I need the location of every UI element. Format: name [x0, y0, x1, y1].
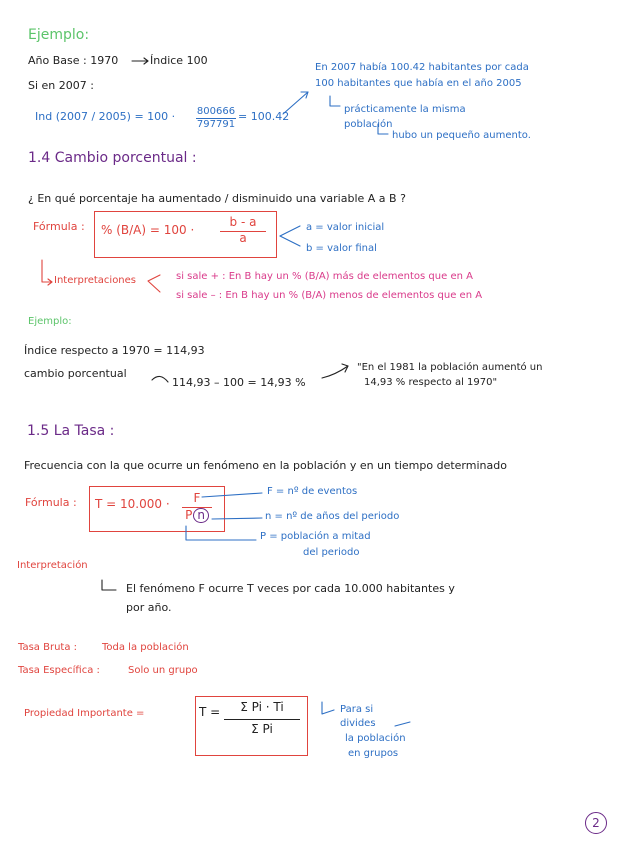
- base-year-line: Año Base : 1970: [28, 54, 119, 67]
- arrow-formula-to-a: [280, 226, 300, 236]
- interp-minus: si sale – : En B hay un % (B/A) menos de elementos que en A: [176, 290, 483, 301]
- index-fraction-den: 797791: [196, 119, 236, 130]
- def-f: F = nº de eventos: [267, 486, 358, 497]
- arrow-p: [186, 526, 256, 540]
- note-line-1: En 2007 había 100.42 habitantes por cada: [315, 62, 529, 73]
- si-en-line: Si en 2007 :: [28, 79, 94, 92]
- section-14-question: ¿ En qué porcentaje ha aumentado / disminuido una variable A a B ?: [28, 192, 406, 205]
- interp-hook-14: [42, 260, 52, 282]
- formula-label-15: Fórmula :: [25, 496, 77, 509]
- arrow-n: [212, 518, 262, 519]
- example-14-calc: 114,93 – 100 = 14,93 %: [172, 376, 306, 389]
- property-note-1: Para si: [340, 704, 374, 715]
- note-line-2: 100 habitantes que había en el año 2005: [315, 78, 522, 89]
- interp-label-15: Interpretación: [17, 560, 88, 571]
- interp-label-14: Interpretaciones: [54, 275, 137, 286]
- formula-label-14: Fórmula :: [33, 220, 85, 233]
- property-note-hook: [322, 702, 334, 714]
- example-14-line-2: cambio porcentual: [24, 367, 127, 380]
- property-note-3: la población: [345, 733, 406, 744]
- example-14-line-1: Índice respecto a 1970 = 114,93: [24, 344, 205, 357]
- property-num: Σ Pi · Ti: [240, 700, 284, 714]
- formula-num-14: b - a: [229, 215, 257, 229]
- interp-plus: si sale + : En B hay un % (B/A) más de elementos que en A: [176, 271, 473, 282]
- tasa-bruta-label: Tasa Bruta :: [18, 642, 78, 653]
- section-15-title: 1.5 La Tasa :: [27, 423, 115, 439]
- arrow-result-to-note: [283, 92, 308, 114]
- arrow-f: [202, 493, 262, 497]
- formula-left-15: T = 10.000 ·: [95, 497, 170, 511]
- note-hook-1: [330, 96, 340, 106]
- property-note-4: en grupos: [348, 748, 399, 759]
- interp-15-line-2: por año.: [126, 601, 172, 614]
- interp-split-arrow: [148, 275, 160, 292]
- interp-15-line-1: El fenómeno F ocurre T veces por cada 10.000 habitantes y: [126, 582, 455, 595]
- formula-den-p: P: [185, 508, 193, 523]
- example-14-quote-1: "En el 1981 la población aumentó un: [357, 362, 543, 373]
- property-left: T =: [199, 705, 221, 719]
- index-fraction-num: 800666: [196, 106, 236, 117]
- interp-hook-15: [102, 580, 116, 590]
- section-15-definition: Frecuencia con la que ocurre un fenómeno en la población y en un tiempo determinado: [24, 459, 507, 472]
- def-p-1: P = población a mitad: [260, 531, 371, 542]
- calc-arrow: [152, 376, 168, 382]
- note-line-3: prácticamente la misma: [344, 104, 466, 115]
- property-label: Propiedad Importante =: [24, 708, 145, 719]
- index-formula: Ind (2007 / 2005) = 100 ·: [35, 110, 176, 123]
- note-line-5: hubo un pequeño aumento.: [392, 130, 531, 141]
- property-den: Σ Pi: [224, 719, 300, 736]
- example-title: Ejemplo:: [28, 27, 90, 43]
- note-line-4: población: [344, 119, 393, 130]
- arrow-formula-to-b: [280, 236, 300, 246]
- property-note-2: divides: [340, 718, 376, 729]
- def-b: b = valor final: [306, 243, 377, 254]
- property-note-underline: [395, 722, 410, 726]
- formula-den-n: n: [193, 508, 209, 523]
- formula-left-14: % (B/A) = 100 ·: [101, 223, 195, 237]
- section-14-title: 1.4 Cambio porcentual :: [28, 150, 197, 166]
- def-a: a = valor inicial: [306, 222, 385, 233]
- note-hook-2: [378, 124, 388, 134]
- example-14-title: Ejemplo:: [28, 316, 72, 327]
- calc-to-quote-arrow: [322, 366, 348, 378]
- tasa-especifica-text: Solo un grupo: [128, 665, 198, 676]
- formula-num-15: F: [193, 491, 201, 505]
- base-index: Índice 100: [150, 54, 208, 67]
- tasa-bruta-text: Toda la población: [102, 642, 189, 653]
- index-result: = 100.42: [238, 110, 290, 123]
- def-n: n = nº de años del periodo: [265, 511, 400, 522]
- example-14-quote-2: 14,93 % respecto al 1970": [364, 377, 498, 388]
- def-p-2: del periodo: [303, 547, 360, 558]
- formula-den-14: a: [220, 231, 266, 245]
- tasa-especifica-label: Tasa Específica :: [18, 665, 100, 676]
- page-number: 2: [585, 812, 607, 834]
